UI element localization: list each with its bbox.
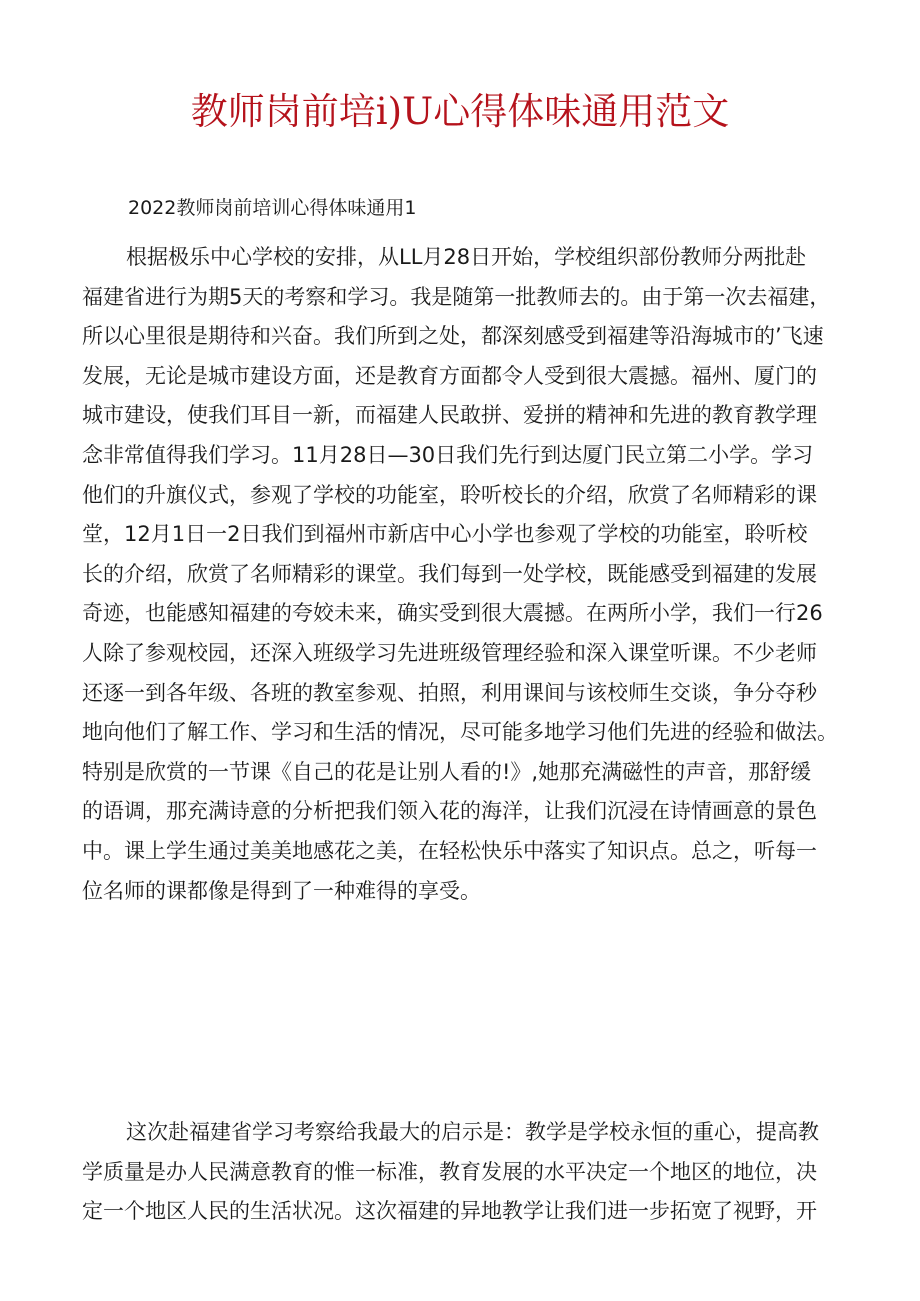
paragraph-line: 位名师的课都像是得到了一种难得的享受。 bbox=[82, 878, 481, 903]
paragraph-2 bbox=[82, 1113, 842, 1232]
paragraph-line: 地向他们了解工作、学习和生活的情况，尽可能多地学习他们先进的经验和做法。 bbox=[82, 720, 838, 745]
paragraph-line: 学质量是办人民满意教育的惟一标准，教育发展的水平决定一个地区的地位，决 bbox=[82, 1159, 817, 1184]
paragraph-line: 堂，12月1日一2日我们到福州市新店中心小学也参观了学校的功能室，聆听校 bbox=[82, 522, 808, 547]
paragraph-line: 这次赴福建省学习考察给我最大的启示是：教学是学校永恒的重心，提高教 bbox=[126, 1120, 819, 1144]
paragraph-line: 特别是欣赏的一节课《自己的花是让别人看的!》,她那充满磁性的声音，那舒缓 bbox=[82, 759, 812, 784]
paragraph-line: 奇迹，也能感知福建的夸姣未来，确实受到很大震撼。在两所小学，我们一行26 bbox=[82, 601, 823, 626]
paragraph-line: 还逐一到各年级、各班的教室参观、拍照，利用课间与该校师生交谈，争分夺秒 bbox=[82, 680, 817, 705]
paragraph-line: 的语调，那充满诗意的分析把我们领入花的海洋，让我们沉浸在诗情画意的景色 bbox=[82, 799, 817, 824]
paragraph-line: 长的介绍，欣赏了名师精彩的课堂。我们每到一处学校，既能感受到福建的发展 bbox=[82, 561, 817, 586]
document-subtitle: 2022教师岗前培训心得体味通用1 bbox=[128, 197, 417, 219]
paragraph-1 bbox=[82, 238, 842, 911]
document-title: 教师岗前培i)U心得体味通用范文 bbox=[190, 90, 730, 133]
paragraph-line: 发展，无论是城市建设方面，还是教育方面都令人受到很大震撼。福州、厦门的 bbox=[82, 363, 817, 388]
paragraph-line: 他们的升旗仪式，参观了学校的功能室，聆听校长的介绍，欣赏了名师精彩的课 bbox=[82, 482, 817, 507]
paragraph-line: 中。课上学生通过美美地感花之美，在轻松快乐中落实了知识点。总之，听每一 bbox=[82, 838, 817, 863]
paragraph-line: 念非常值得我们学习。11月28日—30日我们先行到达厦门民立第二小学。学习 bbox=[82, 442, 814, 467]
paragraph-line: 所以心里很是期待和兴奋。我们所到之处，都深刻感受到福建等沿海城市的’飞速 bbox=[82, 324, 824, 349]
paragraph-line: 定一个地区人民的生活状况。这次福建的异地教学让我们进一步拓宽了视野，开 bbox=[82, 1199, 817, 1224]
paragraph-line: 人除了参观校园，还深入班级学习先进班级管理经验和深入课堂听课。不少老师 bbox=[82, 640, 817, 665]
paragraph-line: 福建省进行为期5天的考察和学习。我是随第一批教师去的。由于第一次去福建， bbox=[82, 284, 831, 309]
paragraph-line: 根据极乐中心学校的安排，从LL月28日开始，学校组织部份教师分两批赴 bbox=[126, 245, 807, 269]
paragraph-line: 城市建设，使我们耳目一新，而福建人民敢拼、爱拼的精神和先进的教育教学理 bbox=[82, 403, 817, 428]
